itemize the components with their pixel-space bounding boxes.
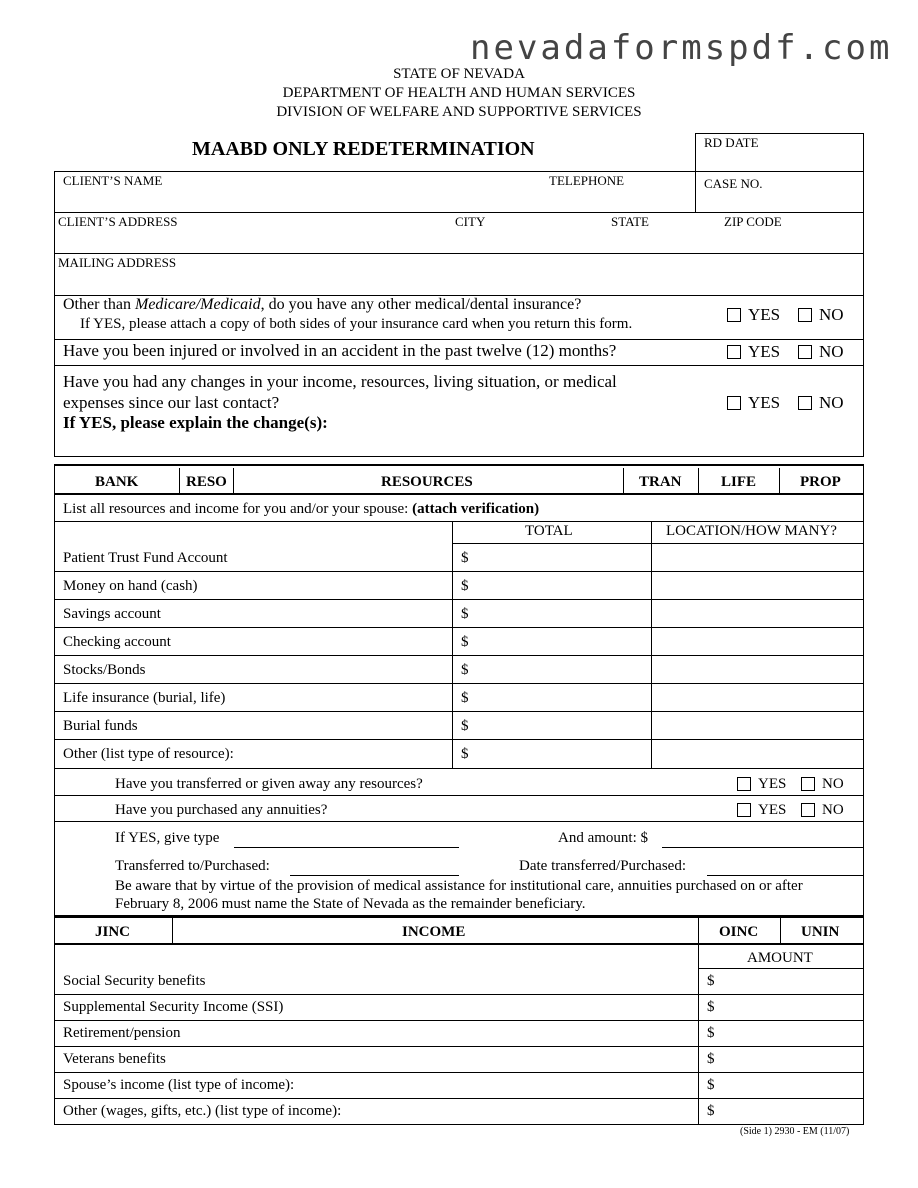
income-amount-input[interactable]: $ (707, 999, 715, 1015)
resource-row-label: Stocks/Bonds (63, 662, 146, 678)
transfer-no-label: NO (822, 776, 844, 792)
watermark: nevadaformspdf.com (470, 28, 893, 68)
changes-explain-label: If YES, please explain the change(s): (63, 413, 328, 432)
income-row-label: Spouse’s income (list type of income): (63, 1077, 295, 1093)
income-amount-input[interactable]: $ (707, 1077, 715, 1093)
annuity-yes-checkbox[interactable] (737, 803, 751, 817)
income-row-label: Veterans benefits (63, 1051, 166, 1067)
amount-input[interactable] (662, 847, 864, 848)
agency-department: DEPARTMENT OF HEALTH AND HUMAN SERVICES (282, 85, 636, 101)
resource-total-input[interactable]: $ (461, 746, 469, 762)
income-row-label: Retirement/pension (63, 1025, 181, 1041)
give-type-label: If YES, give type (115, 830, 220, 846)
insurance-no-label: NO (819, 305, 844, 324)
income-row-label: Social Security benefits (63, 973, 206, 989)
resource-row-label: Burial funds (63, 718, 138, 734)
transferred-to-label: Transferred to/Purchased: (115, 858, 270, 874)
resource-row-label: Other (list type of resource): (63, 746, 234, 762)
resource-location-input[interactable] (652, 712, 863, 738)
resource-total-input[interactable]: $ (461, 578, 469, 594)
resource-total-input[interactable]: $ (461, 634, 469, 650)
code-unin: UNIN (801, 924, 840, 940)
state-field[interactable]: STATE (611, 214, 649, 229)
total-column-header: TOTAL (525, 523, 573, 539)
annuity-yes-label: YES (758, 802, 787, 818)
income-row-label: Supplemental Security Income (SSI) (63, 999, 284, 1015)
accident-no-checkbox[interactable] (798, 345, 812, 359)
and-amount-label: And amount: $ (558, 830, 648, 846)
code-life: LIFE (721, 474, 757, 490)
changes-yes-label: YES (748, 393, 781, 412)
resource-location-input[interactable] (652, 600, 863, 626)
resource-total-input[interactable]: $ (461, 690, 469, 706)
resource-total-input[interactable]: $ (461, 718, 469, 734)
clients-name-field[interactable]: CLIENT’S NAME (63, 173, 163, 188)
resource-location-input[interactable] (652, 544, 863, 570)
accident-yes-label: YES (748, 342, 781, 361)
resource-total-input[interactable]: $ (461, 662, 469, 678)
resource-total-input[interactable]: $ (461, 606, 469, 622)
code-reso: RESO (186, 474, 227, 490)
code-prop: PROP (800, 474, 841, 490)
transfer-no-checkbox[interactable] (801, 777, 815, 791)
transfer-yes-checkbox[interactable] (737, 777, 751, 791)
changes-yes-checkbox[interactable] (727, 396, 741, 410)
annuity-no-checkbox[interactable] (801, 803, 815, 817)
code-oinc: OINC (719, 924, 759, 940)
annuity-question: Have you purchased any annuities? (115, 802, 328, 818)
accident-question: Have you been injured or involved in an accident in the past twelve (12) months? (63, 341, 617, 360)
mailing-address-field[interactable]: MAILING ADDRESS (58, 255, 177, 270)
code-income: INCOME (402, 924, 466, 940)
resource-location-input[interactable] (652, 684, 863, 710)
city-field[interactable]: CITY (455, 214, 486, 229)
rd-date-label: RD DATE (704, 135, 759, 150)
income-row-label: Other (wages, gifts, etc.) (list type of income): (63, 1103, 342, 1119)
case-no-label: CASE NO. (704, 176, 763, 191)
client-info-block (54, 171, 864, 296)
resource-row-label: Patient Trust Fund Account (63, 550, 228, 566)
agency-division: DIVISION OF WELFARE AND SUPPORTIVE SERVICES (276, 104, 642, 120)
annuity-notice-line2: February 8, 2006 must name the State of Nevada as the remainder beneficiary. (115, 896, 586, 912)
date-transferred-input[interactable] (707, 875, 864, 876)
changes-no-label: NO (819, 393, 844, 412)
resource-location-input[interactable] (652, 656, 863, 682)
annuity-notice-line1: Be aware that by virtue of the provision of medical assistance for institutional care, annuities purchased on or after (115, 878, 803, 894)
resource-row-label: Life insurance (burial, life) (63, 690, 226, 706)
resource-row-label: Checking account (63, 634, 171, 650)
income-amount-input[interactable]: $ (707, 973, 715, 989)
agency-state: STATE OF NEVADA (393, 66, 525, 82)
insurance-yes-label: YES (748, 305, 781, 324)
resources-instruction: List all resources and income for you and/or your spouse: (attach verification) (63, 501, 540, 517)
changes-no-checkbox[interactable] (798, 396, 812, 410)
insurance-question: Other than Medicare/Medicaid, do you have any other medical/dental insurance? (63, 296, 582, 313)
resource-location-input[interactable] (652, 572, 863, 598)
resource-row-label: Savings account (63, 606, 161, 622)
transferred-to-input[interactable] (290, 875, 459, 876)
income-amount-input[interactable]: $ (707, 1051, 715, 1067)
insurance-no-checkbox[interactable] (798, 308, 812, 322)
give-type-input[interactable] (234, 847, 459, 848)
telephone-field[interactable]: TELEPHONE (549, 173, 625, 188)
code-resources: RESOURCES (381, 474, 473, 490)
clients-address-field[interactable]: CLIENT’S ADDRESS (58, 214, 178, 229)
accident-no-label: NO (819, 342, 844, 361)
transfer-question: Have you transferred or given away any resources? (115, 776, 423, 792)
code-tran: TRAN (639, 474, 682, 490)
resource-row-label: Money on hand (cash) (63, 578, 198, 594)
zip-code-field[interactable]: ZIP CODE (724, 214, 782, 229)
annuity-no-label: NO (822, 802, 844, 818)
transfer-yes-label: YES (758, 776, 787, 792)
changes-question-line2: expenses since our last contact? (63, 393, 280, 412)
location-column-header: LOCATION/HOW MANY? (666, 523, 837, 539)
form-footer: (Side 1) 2930 - EM (11/07) (740, 1126, 850, 1137)
accident-yes-checkbox[interactable] (727, 345, 741, 359)
insurance-subtext: If YES, please attach a copy of both sides of your insurance card when you return this form. (80, 316, 633, 332)
resource-location-input[interactable] (652, 740, 863, 766)
resource-location-input[interactable] (652, 628, 863, 654)
income-amount-input[interactable]: $ (707, 1103, 715, 1119)
insurance-yes-checkbox[interactable] (727, 308, 741, 322)
date-transferred-label: Date transferred/Purchased: (519, 858, 687, 874)
changes-question-line1: Have you had any changes in your income, resources, living situation, or medical (63, 372, 617, 391)
income-amount-input[interactable]: $ (707, 1025, 715, 1041)
code-jinc: JINC (95, 924, 131, 940)
code-bank: BANK (95, 474, 139, 490)
form-title: MAABD ONLY REDETERMINATION (192, 138, 535, 160)
amount-column-header: AMOUNT (747, 950, 813, 966)
resource-total-input[interactable]: $ (461, 550, 469, 566)
